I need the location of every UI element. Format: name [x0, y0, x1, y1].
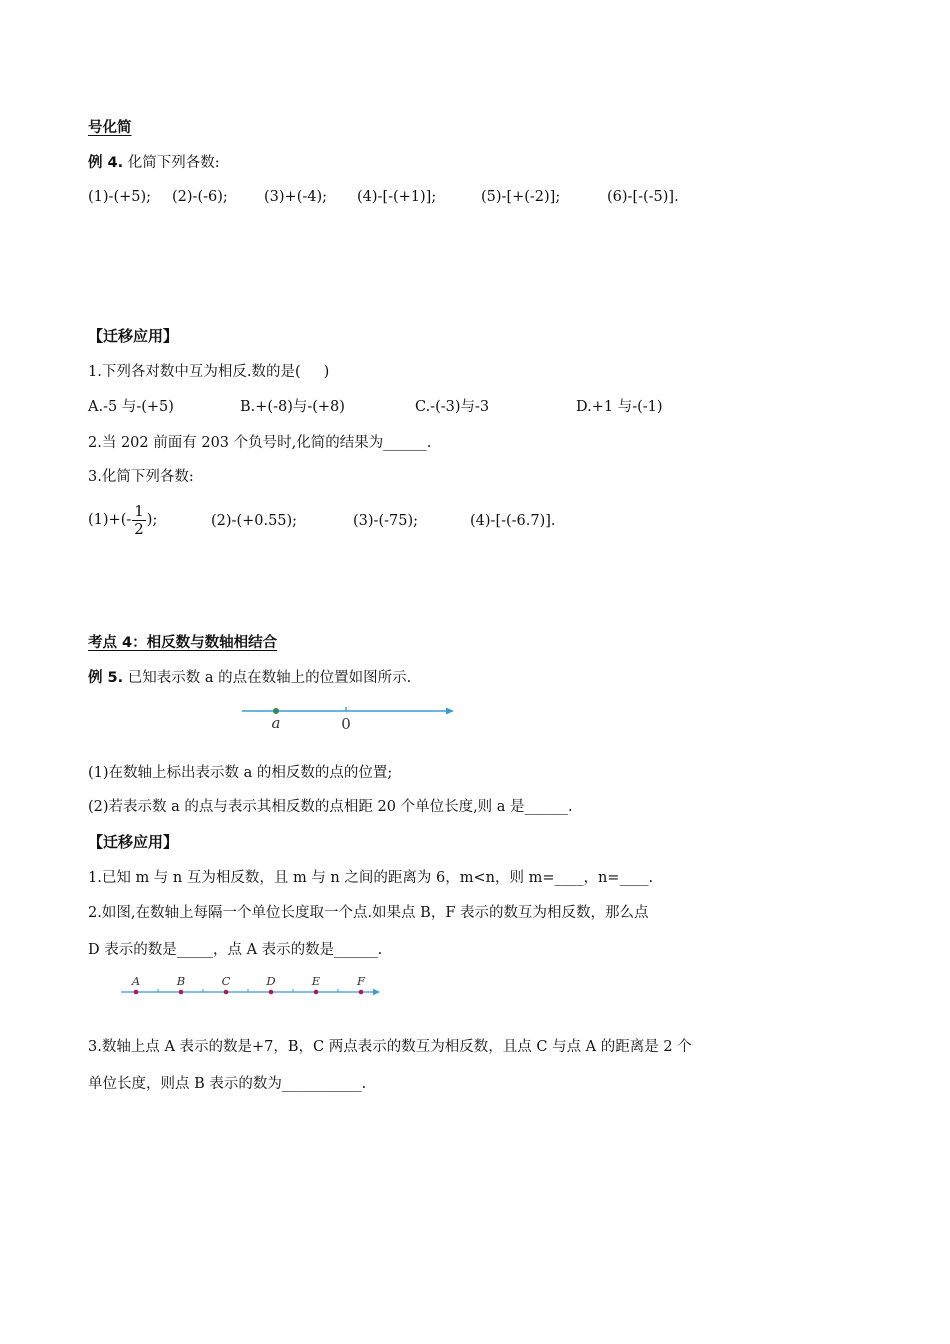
expression-item: (6)-[-(-5)]. — [607, 189, 679, 205]
expression-item: (5)-[+(-2)]; — [481, 189, 561, 205]
expression-item — [88, 500, 157, 544]
expression-item: (3)+(-4); — [264, 189, 328, 205]
fraction-denominator: 2 — [134, 519, 144, 538]
point-e-label: E — [311, 974, 321, 988]
section-heading: 号化简 — [88, 120, 132, 136]
expression-item: (3)-(-75); — [353, 513, 418, 529]
question-2: 2.当 202 前面有 203 个负号时,化简的结果为______. — [88, 435, 432, 451]
option-d: D.+1 与-(-1) — [576, 399, 663, 415]
point-a-label: A — [131, 974, 141, 988]
question-1: 1.已知 m 与 n 互为相反数，且 m 与 n 之间的距离为 6，m<n，则 m=____，n=____. — [88, 870, 654, 886]
expression-item: (2)-(-6); — [172, 189, 228, 205]
keypoint-heading: 考点 4：相反数与数轴相结合 — [88, 635, 278, 651]
expression-item: (4)-[-(-6.7)]. — [470, 513, 556, 529]
question-2-line-2: D 表示的数是_____，点 A 表示的数是______. — [88, 942, 383, 958]
point-b-dot — [179, 990, 184, 995]
origin-label: 0 — [341, 715, 351, 733]
example-5-part-2: (2)若表示数 a 的点与表示其相反数的点相距 20 个单位长度,则 a 是______. — [88, 799, 573, 815]
option-b: B.+(-8)与-(+8) — [240, 399, 345, 415]
expression-item: (1)-(+5); — [88, 189, 152, 205]
expression-item: (4)-[-(+1)]; — [357, 189, 437, 205]
axis-arrow-icon — [446, 708, 454, 715]
option-a: A.-5 与-(+5) — [88, 399, 174, 415]
fraction — [132, 503, 146, 538]
points-number-line — [118, 970, 388, 1000]
example-5 — [88, 668, 411, 688]
example-text: 化简下列各数: — [123, 155, 220, 171]
number-line-figure — [236, 700, 461, 734]
point-c-label: C — [221, 974, 231, 988]
point-f-dot — [359, 990, 364, 995]
point-c-dot — [224, 990, 229, 995]
point-a-dot — [134, 990, 139, 995]
question-1: 1.下列各对数中互为相反.数的是( ) — [88, 364, 330, 380]
point-d-label: D — [266, 974, 276, 988]
expr-suffix: ); — [146, 512, 158, 528]
point-d-dot — [269, 990, 274, 995]
point-f-label: F — [357, 974, 365, 988]
question-3: 3.化简下列各数: — [88, 469, 194, 485]
expression-item: (2)-(+0.55); — [211, 513, 298, 529]
point-a-label: a — [271, 714, 281, 732]
example-4 — [88, 153, 220, 173]
question-3-line-2: 单位长度，则点 B 表示的数为___________. — [88, 1076, 367, 1092]
axis-arrow-icon — [373, 989, 380, 995]
app-heading: 【迁移应用】 — [88, 833, 179, 851]
point-e-dot — [314, 990, 319, 995]
example-5-part-1: (1)在数轴上标出表示数 a 的相反数的点的位置; — [88, 765, 393, 781]
question-3-line-1: 3.数轴上点 A 表示的数是+7，B，C 两点表示的数互为相反数，且点 C 与点 A 的距离是 2 个 — [88, 1039, 692, 1055]
option-c: C.-(-3)与-3 — [415, 399, 490, 415]
app-heading: 【迁移应用】 — [88, 327, 179, 345]
fraction-numerator: 1 — [134, 501, 144, 520]
example-label: 例 4. — [88, 155, 124, 171]
example-text: 已知表示数 a 的点在数轴上的位置如图所示. — [123, 670, 412, 686]
expr-prefix: (1)+(- — [88, 512, 132, 528]
question-2-line-1: 2.如图,在数轴上每隔一个单位长度取一个点.如果点 B，F 表示的数互为相反数，那么点 — [88, 905, 649, 921]
example-label: 例 5. — [88, 670, 124, 686]
point-b-label: B — [176, 974, 186, 988]
